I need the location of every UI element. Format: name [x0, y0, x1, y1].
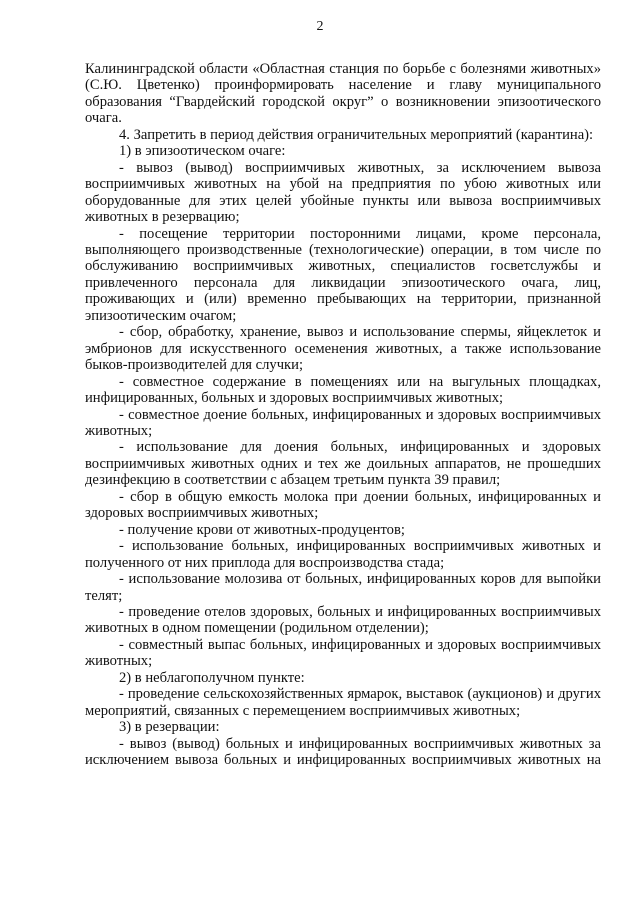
paragraph-bullet: - совместное доение больных, инфицированных и здоровых восприимчивых животных;: [85, 406, 601, 439]
paragraph-bullet: - совместный выпас больных, инфицированных и здоровых восприимчивых животных;: [85, 636, 601, 670]
paragraph-bullet: - совместное содержание в помещениях или на выгульных площадках, инфицированных, больных и здоровых восприимчивых животных;: [85, 373, 601, 407]
paragraph-item-4: 4. Запретить в период действия ограничительных мероприятий (карантина):: [119, 126, 594, 143]
paragraph-bullet: - сбор, обработку, хранение, вывоз и использование спермы, яйцеклеток и эмбрионов для искусственного осеменения животных, а также использование быков-производителей для случки;: [85, 324, 601, 374]
paragraph-bullet: - использование для доения больных, инфицированных и здоровых восприимчивых животных одних и тех же доильных аппаратов, не прошедших дезинфекцию в соответствии с абзацем третьим пункта 39 правил;: [85, 439, 601, 489]
paragraph-continuation: Калининградской области «Областная станция по борьбе с болезнями животных» (С.Ю. Цветенко) проинформировать население и главу муниципального образования “Гвардейский городской округ” о возникновении эпизоотического очага.: [85, 61, 601, 127]
paragraph-bullet: - вывоз (вывод) восприимчивых животных, за исключением вывоза восприимчивых животных на убой на предприятия по убою животных или оборудованные для этих целей убойные пункты или вывоза восприимчивых животных в резервацию;: [85, 159, 601, 226]
paragraph-subitem-3: 3) в резервации:: [119, 719, 220, 736]
paragraph-subitem-2: 2) в неблагополучном пункте:: [119, 669, 305, 686]
paragraph-bullet: - проведение сельскохозяйственных ярмарок, выставок (аукционов) и других мероприятий, связанных с перемещением восприимчивых животных;: [85, 686, 601, 719]
paragraph-subitem-1: 1) в эпизоотическом очаге:: [119, 143, 286, 160]
paragraph-bullet: - сбор в общую емкость молока при доении больных, инфицированных и здоровых восприимчивых животных;: [85, 488, 601, 522]
document-body: [85, 61, 601, 768]
paragraph-bullet: - проведение отелов здоровых, больных и инфицированных восприимчивых животных в одном помещении (родильном отделении);: [85, 603, 601, 637]
paragraph-bullet: - вывоз (вывод) больных и инфицированных восприимчивых животных за исключением вывоза больных и инфицированных восприимчивых животных на: [85, 735, 601, 769]
paragraph-bullet: - посещение территории посторонними лицами, кроме персонала, выполняющего производственные (технологические) операции, в том числе по обслуживанию восприимчивых животных, специалистов госветслужбы и привлеченного персонала для ликвидации эпизоотического очага, лиц, проживающих и (или) временно пребывающих на территории, признанной эпизоотическим очагом;: [85, 225, 601, 324]
page-number: 2: [316, 19, 324, 34]
paragraph-bullet: - использование молозива от больных, инфицированных коров для выпойки телят;: [85, 571, 601, 604]
paragraph-bullet: - использование больных, инфицированных восприимчивых животных и полученного от них приплода для воспроизводства стада;: [85, 538, 601, 571]
paragraph-bullet: - получение крови от животных-продуцентов;: [119, 521, 405, 538]
